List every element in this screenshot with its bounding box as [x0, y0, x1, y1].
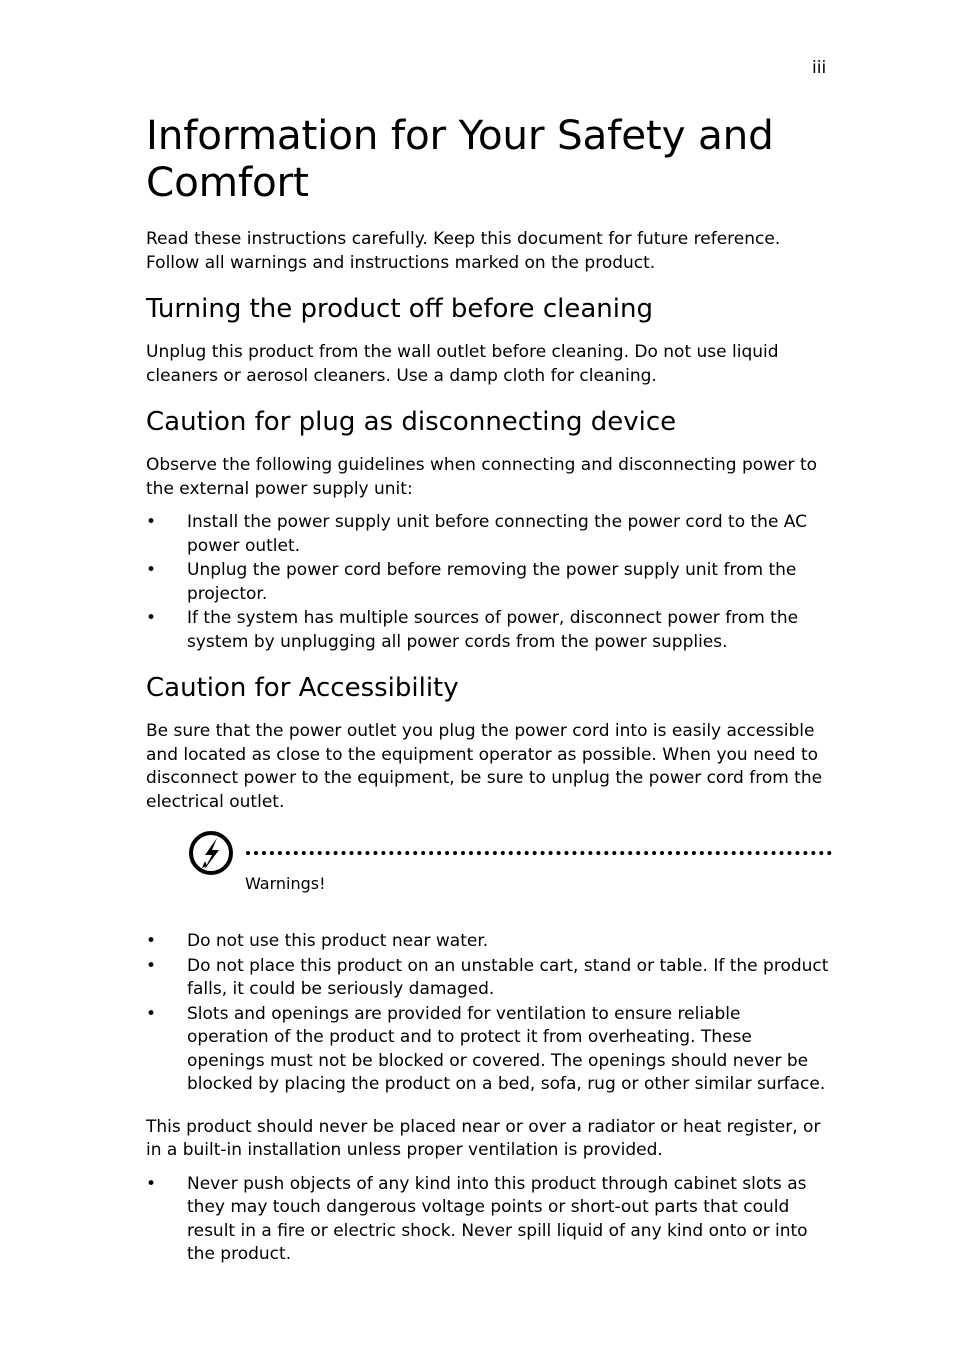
cleaning-line: cleaners or aerosol cleaners. Use a damp cloth for cleaning.: [146, 365, 657, 386]
accessibility-heading: Caution for Accessibility: [146, 673, 459, 703]
accessibility-line: electrical outlet.: [146, 791, 285, 812]
bullet-line: Unplug the power cord before removing the power supply unit from the: [187, 560, 797, 580]
bullet-line: Slots and openings are provided for ventilation to ensure reliable: [187, 1003, 741, 1024]
bullet-line: projector.: [187, 583, 268, 604]
list-item: [146, 607, 836, 654]
bullet-line: Never push objects of any kind into this product through cabinet slots as: [187, 1173, 807, 1194]
list-item: [146, 511, 836, 558]
dotted-divider: [246, 851, 832, 855]
bullet-marker: •: [146, 1003, 157, 1024]
radiator-line: This product should never be placed near or over a radiator or heat register, or: [146, 1116, 821, 1137]
bullet-marker: •: [146, 1173, 157, 1194]
bullet-marker: •: [146, 931, 157, 951]
intro-line: Read these instructions carefully. Keep this document for future reference.: [146, 229, 781, 249]
bullet-line: they may touch dangerous voltage points or short-out parts that could: [187, 1197, 790, 1217]
bullet-line: system by unplugging all power cords from the power supplies.: [187, 631, 728, 652]
warning-bullet-list: [146, 930, 836, 1097]
warning-label: Warnings!: [245, 874, 326, 893]
list-item: [146, 1003, 836, 1097]
bullet-line: power outlet.: [187, 535, 301, 556]
plug-line: Observe the following guidelines when connecting and disconnecting power to: [146, 455, 818, 475]
bullet-marker: •: [146, 608, 157, 628]
bullet-line: openings must not be blocked or covered. The openings should never be: [187, 1050, 809, 1071]
bullet-line: If the system has multiple sources of power, disconnect power from the: [187, 608, 799, 628]
page-number: iii: [812, 58, 827, 78]
page-content: [146, 112, 836, 1286]
plug-line: the external power supply unit:: [146, 478, 413, 499]
cleaning-heading: Turning the product off before cleaning: [146, 294, 653, 324]
intro-line: Follow all warnings and instructions marked on the product.: [146, 252, 656, 273]
accessibility-line: Be sure that the power outlet you plug the power cord into is easily accessible: [146, 721, 815, 741]
list-item: [146, 955, 836, 1002]
bullet-marker: •: [146, 560, 157, 580]
bullet-line: blocked by placing the product on a bed, sofa, rug or other similar surface.: [187, 1074, 826, 1094]
cleaning-paragraph: [146, 341, 836, 388]
accessibility-line: disconnect power to the equipment, be sure to unplug the power cord from the: [146, 768, 823, 788]
list-item: [146, 559, 836, 606]
list-item: [146, 930, 836, 954]
bullet-line: result in a fire or electric shock. Never spill liquid of any kind onto or into: [187, 1220, 808, 1241]
bullet-line: the product.: [187, 1244, 292, 1264]
bullet-line: falls, it could be seriously damaged.: [187, 979, 495, 999]
radiator-paragraph: [146, 1116, 836, 1163]
radiator-line: in a built-in installation unless proper ventilation is provided.: [146, 1140, 663, 1160]
bullet-line: operation of the product and to protect it from overheating. These: [187, 1027, 752, 1047]
bullet-line: Install the power supply unit before connecting the power cord to the AC: [187, 512, 808, 532]
list-item: [146, 1173, 836, 1267]
warning-callout: [146, 818, 836, 914]
bullet-line: Do not use this product near water.: [187, 931, 489, 951]
plug-heading: Caution for plug as disconnecting device: [146, 407, 677, 437]
bullet-line: Do not place this product on an unstable cart, stand or table. If the product: [187, 955, 829, 976]
accessibility-paragraph: [146, 720, 836, 814]
page-title: Information for Your Safety and Comfort: [146, 111, 774, 206]
intro-paragraph: [146, 228, 836, 275]
cleaning-line: Unplug this product from the wall outlet before cleaning. Do not use liquid: [146, 342, 779, 362]
lightning-warning-icon: [188, 830, 234, 876]
plug-paragraph: [146, 454, 836, 501]
accessibility-line: and located as close to the equipment operator as possible. When you need to: [146, 744, 819, 765]
bullet-marker: •: [146, 512, 157, 532]
plug-bullet-list: [146, 511, 836, 654]
final-bullet-list: [146, 1173, 836, 1267]
bullet-marker: •: [146, 955, 157, 976]
